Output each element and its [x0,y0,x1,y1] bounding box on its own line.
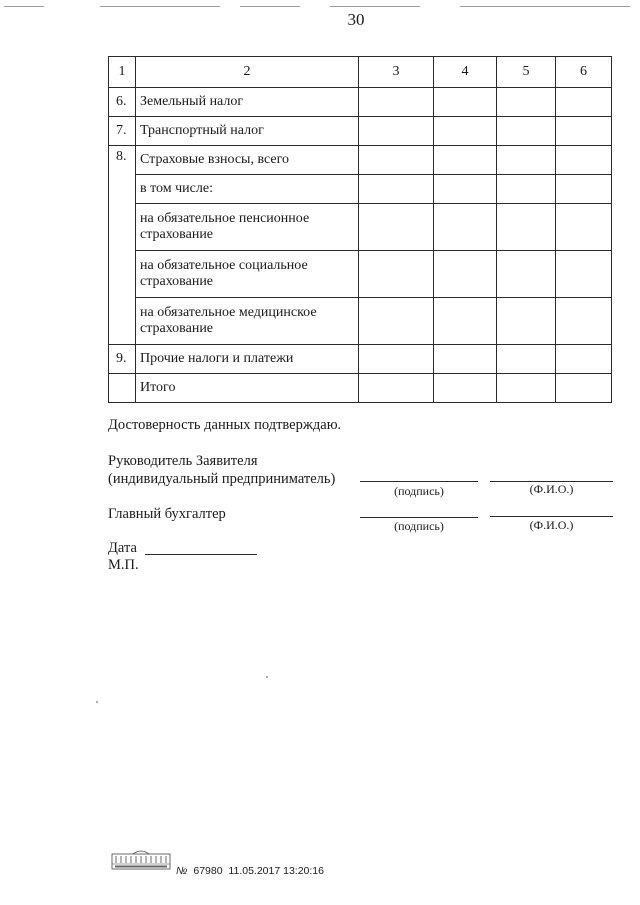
scan-speck [266,676,268,678]
value-cell [359,374,434,403]
value-cell [556,88,612,117]
value-cell [497,146,556,175]
value-cell [556,204,612,251]
head-signature-line [360,481,478,482]
table-row [109,204,612,251]
header-cell: 4 [434,57,497,88]
table-row [109,175,612,204]
table-row [109,88,612,117]
value-cell [556,146,612,175]
row-label: на обязательное медицинское страхование [136,298,359,345]
tax-table [108,56,612,403]
header-cell: 2 [136,57,359,88]
value-cell [359,251,434,298]
registration-number: 67980 [193,865,223,877]
row-number: 8. [109,146,136,345]
header-cell: 5 [497,57,556,88]
scan-speck [96,701,98,703]
header-cell: 1 [109,57,136,88]
value-cell [359,175,434,204]
value-cell [434,117,497,146]
registration-stamp [176,865,324,877]
row-label: в том числе: [136,175,359,204]
table-row [109,117,612,146]
row-label: на обязательное пенсионное страхование [136,204,359,251]
row-label: на обязательное социальное страхование [136,251,359,298]
value-cell [497,117,556,146]
confirmation-text: Достоверность данных подтверждаю. [108,417,342,433]
value-cell [556,175,612,204]
value-cell [359,298,434,345]
date-line [145,554,257,555]
header-cell: 3 [359,57,434,88]
value-cell [434,374,497,403]
row-number: 7. [109,117,136,146]
scan-edge-artifact [0,0,640,12]
accountant-label: Главный бухгалтер [108,506,226,522]
row-number: 6. [109,88,136,117]
value-cell [359,146,434,175]
head-name-caption: (Ф.И.О.) [529,482,574,496]
building-logo-icon [111,848,171,870]
value-cell [556,251,612,298]
value-cell [556,345,612,374]
value-cell [434,146,497,175]
accountant-name-line [490,516,613,517]
accountant-name-caption: (Ф.И.О.) [529,518,574,532]
table-header-row [109,57,612,88]
row-label: Прочие налоги и платежи [136,345,359,374]
header-cell: 6 [556,57,612,88]
value-cell [434,298,497,345]
value-cell [497,88,556,117]
value-cell [434,175,497,204]
row-number [109,374,136,403]
head-signature-caption: (подпись) [394,484,444,498]
value-cell [556,298,612,345]
value-cell [497,374,556,403]
table-row [109,298,612,345]
value-cell [556,117,612,146]
value-cell [497,298,556,345]
table-row [109,146,612,175]
value-cell [497,175,556,204]
number-sign: № [176,865,188,877]
value-cell [434,88,497,117]
value-cell [434,204,497,251]
table-row [109,345,612,374]
value-cell [434,345,497,374]
page-number: 30 [347,10,365,29]
value-cell [359,345,434,374]
head-signature-label [108,452,335,488]
value-cell [556,374,612,403]
accountant-signature-line [360,517,478,518]
row-number: 9. [109,345,136,374]
value-cell [497,251,556,298]
accountant-signature-caption: (подпись) [394,519,444,533]
head-subtitle: (индивидуальный предприниматель) [108,471,336,487]
value-cell [359,117,434,146]
table-row [109,374,612,403]
head-title: Руководитель Заявителя [108,453,258,469]
stamp-label: М.П. [108,557,139,573]
value-cell [434,251,497,298]
row-label: Итого [136,374,359,403]
value-cell [497,204,556,251]
table-row [109,251,612,298]
row-label: Земельный налог [136,88,359,117]
date-label: Дата [108,540,137,556]
value-cell [359,204,434,251]
value-cell [497,345,556,374]
value-cell [359,88,434,117]
row-label: Транспортный налог [136,117,359,146]
registration-datetime: 11.05.2017 13:20:16 [228,865,324,877]
row-label: Страховые взносы, всего [136,146,359,175]
